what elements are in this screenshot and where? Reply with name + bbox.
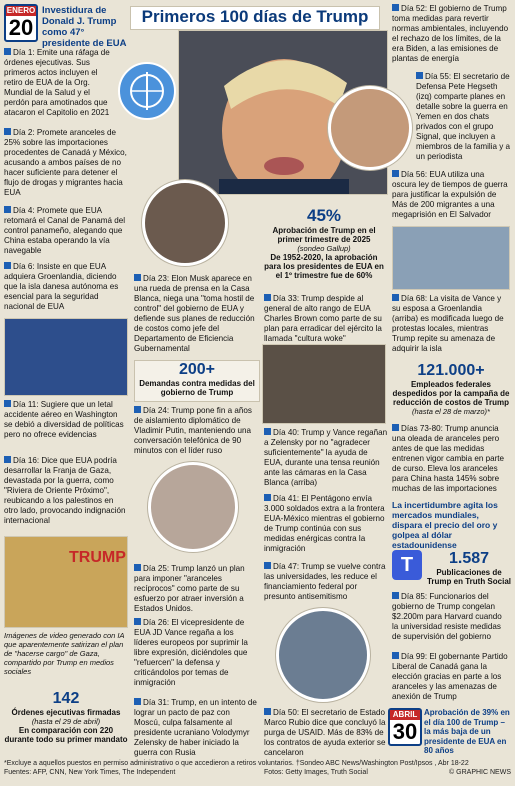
putin-photo: [148, 462, 238, 552]
event-day-2: Día 2: Promete aranceles de 25% sobre las importaciones procedentes de Canadá y México, acusando a ambos países de no hacer suficiente para detener el flujo de drogas y migrantes hacia EUA: [4, 128, 127, 197]
event-day-26: Día 26: El vicepresidente de EUA JD Vance regaña a los líderes europeos por suprimir la libre expresión, diciéndoles que "refuercen" la defensa y criticándolos por temas de inmigración: [134, 618, 248, 687]
approval-number: 45%: [306, 206, 342, 225]
orders-label: Órdenes ejecutivas firmadas: [11, 708, 121, 717]
truth-label: Publicaciones de Trump en Truth Social: [426, 568, 511, 586]
event-day-1: Día 1: Emite una ráfaga de órdenes ejecutivas. Sus primeros actos incluyen el retiro de EUA de la Org. Mundial de la Salud y el perdón para amotinados que atacaron el Capitolio en 2021: [4, 48, 110, 117]
event-day-56: Día 56: EUA utiliza una oscura ley de tiempos de guerra para justificar la expulsión de Más de 200 migrantes a una megaprisión en El Salvador: [392, 170, 508, 219]
end-day: 30: [392, 719, 418, 744]
start-calendar: [4, 4, 38, 42]
demands-number: 200+: [178, 361, 216, 378]
event-day-25: Día 25: Trump lanzó un plan para imponer "aranceles recíprocos" como parte de su esfuerzo por atraer inversión a Estados Unidos.: [134, 564, 245, 613]
gaza-ai-image: [4, 536, 128, 628]
final-approval-text: Aprobación de 39% en el día 100 de Trump – la más baja de un presidente de EUA en 80 años: [424, 708, 510, 756]
demands-label: Demandas contra medidas del gobierno de Trump: [139, 379, 255, 397]
event-day-50: Día 50: El secretario de Estado Marco Rubio dice que concluyó la purga de USAID. Más de 83% de los contratos de ayuda exterior se cancelaron: [264, 708, 386, 757]
gaza-sign: TRUMP: [69, 549, 126, 566]
start-month: ENERO: [6, 6, 36, 15]
sources: Fuentes: AFP, CNN, New York Times, The Independent: [4, 768, 176, 776]
orders-box: [4, 690, 128, 744]
inauguration-text: Investidura de Donald J. Trump como 47° presidente de EUA: [42, 5, 127, 49]
truth-number: 1.587: [448, 550, 490, 567]
trump-press-photo: [4, 318, 128, 396]
event-day-6: Día 6: Insiste en que EUA adquiera Groenlandia, diciendo que la isla danesa autónoma es esencial para la seguridad nacional de EUA: [4, 262, 119, 311]
end-calendar: [388, 708, 422, 746]
fired-number: 121.000+: [417, 362, 485, 379]
event-day-68: Día 68: La visita de Vance y su esposa a Groenlandia (arriba) es modificada luego de protestas locales, mientras Trump repite su amenaza de adquirir la isla: [392, 294, 504, 353]
event-day-31: Día 31: Trump, en un intento de lograr un pacto de paz con Moscú, culpa falsamente al presidente ucraniano Volodymyr Zelensky de haber iniciado la guerra con Rusia: [134, 698, 257, 757]
approval-box: [262, 206, 386, 280]
end-month: ABRIL: [390, 710, 420, 720]
rubio-photo: [276, 608, 370, 702]
approval-label: Aprobación de Trump en el primer trimestre de 2025: [272, 226, 376, 244]
photo-credits: Fotos: Getty Images, Truth Social: [264, 768, 368, 776]
start-day: 20: [8, 15, 34, 40]
approval-src: (sondeo Gallup): [297, 244, 351, 253]
event-day-24: Día 24: Trump pone fin a años de aislamiento diplomático de Vladimir Putin, manteniendo una conversación telefónica de 90 minutos con el líder ruso: [134, 406, 252, 455]
event-day-23: Día 23: Elon Musk aparece en una rueda de prensa en la Casa Blanca, niega una "toma hostil de control" del gobierno de EUA y defiende sus planes de reducción de costos como jefe del Departamento de Eficiencia Gubernamental: [134, 274, 255, 353]
event-day-33: Día 33: Trump despide al general de alto rango de EUA Charles Brown como parte de su plan para erradicar del ejército la llamada "cultura woke": [264, 294, 382, 343]
who-emblem-icon: [118, 62, 176, 120]
orders-sub: (hasta el 29 de abril): [31, 717, 101, 726]
event-day-52: Día 52: El gobierno de Trump toma medidas para revertir normas ambientales, incluyendo el rechazo de los límites, de la era Biden, a las emisiones de plantas de energía: [392, 4, 509, 63]
approval-extra: De 1952-2020, la aprobación para los presidentes de EUA en el 1º trimestre fue de 60%: [264, 253, 384, 280]
event-day-11: Día 11: Sugiere que un letal accidente aéreo en Washington se debió a diversidad de políticas pero no ofrece evidencias: [4, 400, 124, 439]
footer: [4, 760, 511, 778]
orders-extra: En comparación con 220 durante todo su primer mandato: [4, 726, 128, 744]
uncertainty-text: La incertidumbre agita los mercados mundiales, dispara el precio del oro y golpea al dólar estadounidense: [392, 500, 498, 550]
page-title: Primeros 100 días de Trump: [130, 6, 380, 30]
gaza-caption: Imágenes de video generado con IA que aparentemente satirizan el plan de "hacerse cargo" de Gaza, compartido por Trump en medios sociales: [4, 631, 125, 676]
event-day-4: Día 4: Promete que EUA retomará el Canal de Panamá del control panameño, alegando que China estaba operando la vía navegable: [4, 206, 126, 255]
orders-number: 142: [52, 690, 80, 707]
event-day-55: Día 55: El secretario de Defensa Pete Hegseth (izq) comparte planes en detalle sobre la guerra en Yemen en dos chats privados con el grupo Signal, que incluyen a miembros de la familia y a un periodista: [416, 72, 511, 161]
truth-box: [426, 550, 512, 586]
graphic-credit: © GRAPHIC NEWS: [449, 768, 511, 776]
event-day-41: Día 41: El Pentágono envía 3.000 soldados extra a la frontera EUA-México mientras el gobierno de Trump continúa con sus medidas enérgicas contra la inmigración: [264, 494, 385, 553]
event-day-99: Día 99: El gobernante Partido Liberal de Canadá gana la elección gracias en parte a los aranceles y las amenazas de anexión de Trump: [392, 652, 508, 701]
musk-photo: [142, 180, 228, 266]
fired-label: Empleados federales despedidos por la campaña de reducción de costos de Trump: [392, 380, 510, 407]
event-day-16: Día 16: Dice que EUA podría desarrollar la Franja de Gaza, devastada por la guerra, como "Riviera de Oriente Próximo", reubicando a los palestinos en otro lado, provocando indignación internacional: [4, 456, 126, 525]
footnote: *Excluye a aquellos puestos en permiso administrativo o que accedieron a retiros voluntarios. †Sondeo ABC News/Washington Post/Ipsos , Abr 18-22: [4, 760, 469, 767]
truth-social-icon: T: [392, 550, 422, 580]
event-day-47: Día 47: Trump se vuelve contra las universidades, les reduce el financiamiento federal por presunto antisemitismo: [264, 562, 386, 601]
event-days-73-80: Días 73-80: Trump anuncia una oleada de aranceles pero antes de que las medidas entrenen vigor cambia en parte de curso. Eleva los aranceles para China hasta 145% sobre muchas de las importaciones: [392, 424, 505, 493]
zelensky-meeting-photo: [262, 344, 386, 424]
event-day-40: Día 40: Trump y Vance regañan a Zelensky por no "agradecer suficientemente" la ayuda de EUA, durante una tensa reunión ante las cámaras en la Casa Blanca (arriba): [264, 428, 388, 487]
event-day-85: Día 85: Funcionarios del gobierno de Trump congelan $2.200m para Harvard cuando la universidad resiste medidas de supervisión del gobierno: [392, 592, 502, 641]
greenland-photo: [392, 226, 510, 290]
fired-box: [390, 362, 512, 416]
fired-sub: (hasta el 28 de marzo)*: [412, 407, 490, 416]
demands-box: [134, 360, 260, 402]
